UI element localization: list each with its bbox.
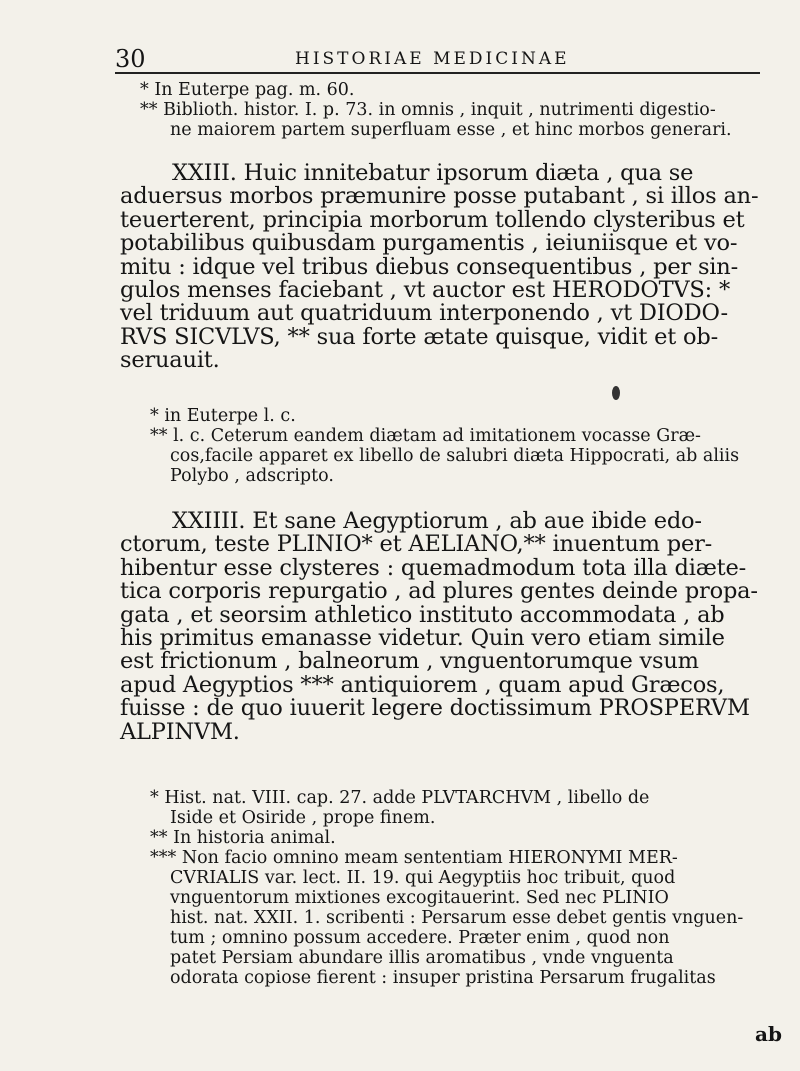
paragraph-line: mitu : idque vel tribus diebus consequentibus , per sin- [120,253,738,280]
paragraph-line: ALPINVM. [120,718,240,745]
footnote-line: Polybo , adscripto. [170,466,334,486]
footnote-line: vnguentorum mixtiones excogitauerint. Sed nec PLINIO [170,888,669,908]
footnotes-xxiiii [120,788,790,988]
footnote-line: hist. nat. XXII. 1. scribenti : Persarum esse debet gentis vnguen- [170,908,744,928]
footnote-line: * In Euterpe pag. m. 60. [140,80,355,100]
paragraph-line: seruauit. [120,347,220,374]
paragraph-line: his primitus emanasse videtur. Quin vero etiam simile [120,624,725,651]
paragraph-line: gulos menses faciebant , vt auctor est HERODOTVS: * [120,276,731,303]
footnote-line: ** In historia animal. [150,828,336,848]
paragraph-line: gata , et seorsim athletico instituto accommodata , ab [120,601,725,628]
footnote-line: odorata copiose fierent : insuper pristina Persarum frugalitas [170,968,716,988]
paragraph-line: est frictionum , balneorum , vnguentorumque vsum [120,648,699,675]
paragraph-line: RVS SICVLVS, ** sua forte ætate quisque, vidit et ob- [120,323,718,350]
catchword: ab [755,1022,782,1046]
paragraph-line: XXIII. Huic innitebatur ipsorum diæta , qua se [172,160,694,186]
footnote-line: ** Biblioth. histor. I. p. 73. in omnis , inquit , nutrimenti digestio- [140,100,716,120]
paragraph-line: potabilibus quibusdam purgamentis , ieiuniisque et vo- [120,230,738,257]
footnote-line: tum ; omnino possum accedere. Præter enim , quod non [170,928,670,948]
paragraph-line: ctorum, teste PLINIO* et AELIANO,** inuentum per- [120,531,713,558]
footnotes-top [120,80,790,140]
running-title: HISTORIAE MEDICINAE [295,49,570,69]
footnote-line: ** l. c. Ceterum eandem diætam ad imitationem vocasse Græ- [150,426,701,446]
section-xxiiii [120,510,790,744]
footnote-line: *** Non facio omnino meam sententiam HIERONYMI MER- [150,848,678,868]
footnote-line: cos,facile apparet ex libello de salubri diæta Hippocrati, ab aliis [170,446,740,466]
footnotes-xxiii [120,406,790,486]
paragraph-line: teuerterent, principia morborum tollendo clysteribus et [120,206,745,233]
footnote-line: CVRIALIS var. lect. II. 19. qui Aegyptiis hoc tribuit, quod [170,868,676,888]
paragraph-line: XXIIII. Et sane Aegyptiorum , ab aue ibide edo- [172,508,702,534]
footnote-line: ne maiorem partem superfluam esse , et hinc morbos generari. [170,120,732,140]
ink-blot [612,386,620,400]
paragraph-line: aduersus morbos præmunire posse putabant , si illos an- [120,183,759,210]
paragraph-line: apud Aegyptios *** antiquiorem , quam apud Græcos, [120,671,725,698]
paragraph-line: vel triduum aut quatriduum interponendo , vt DIODO- [120,300,728,327]
footnote-line: * in Euterpe l. c. [150,406,296,426]
footnote-line: Iside et Osiride , prope finem. [170,808,436,828]
paragraph-line: tica corporis repurgatio , ad plures gentes deinde propa- [120,578,758,605]
paragraph-line: fuisse : de quo iuuerit legere doctissimum PROSPERVM [120,695,750,722]
section-xxiii [120,162,790,373]
footnote-line: patet Persiam abundare illis aromatibus , vnde vnguenta [170,948,674,968]
running-header [115,43,755,73]
paragraph-line: hibentur esse clysteres : quemadmodum tota illa diæte- [120,554,747,581]
header-rule [115,72,760,74]
page-number: 30 [115,45,146,73]
footnote-line: * Hist. nat. VIII. cap. 27. adde PLVTARCHVM , libello de [150,788,650,808]
